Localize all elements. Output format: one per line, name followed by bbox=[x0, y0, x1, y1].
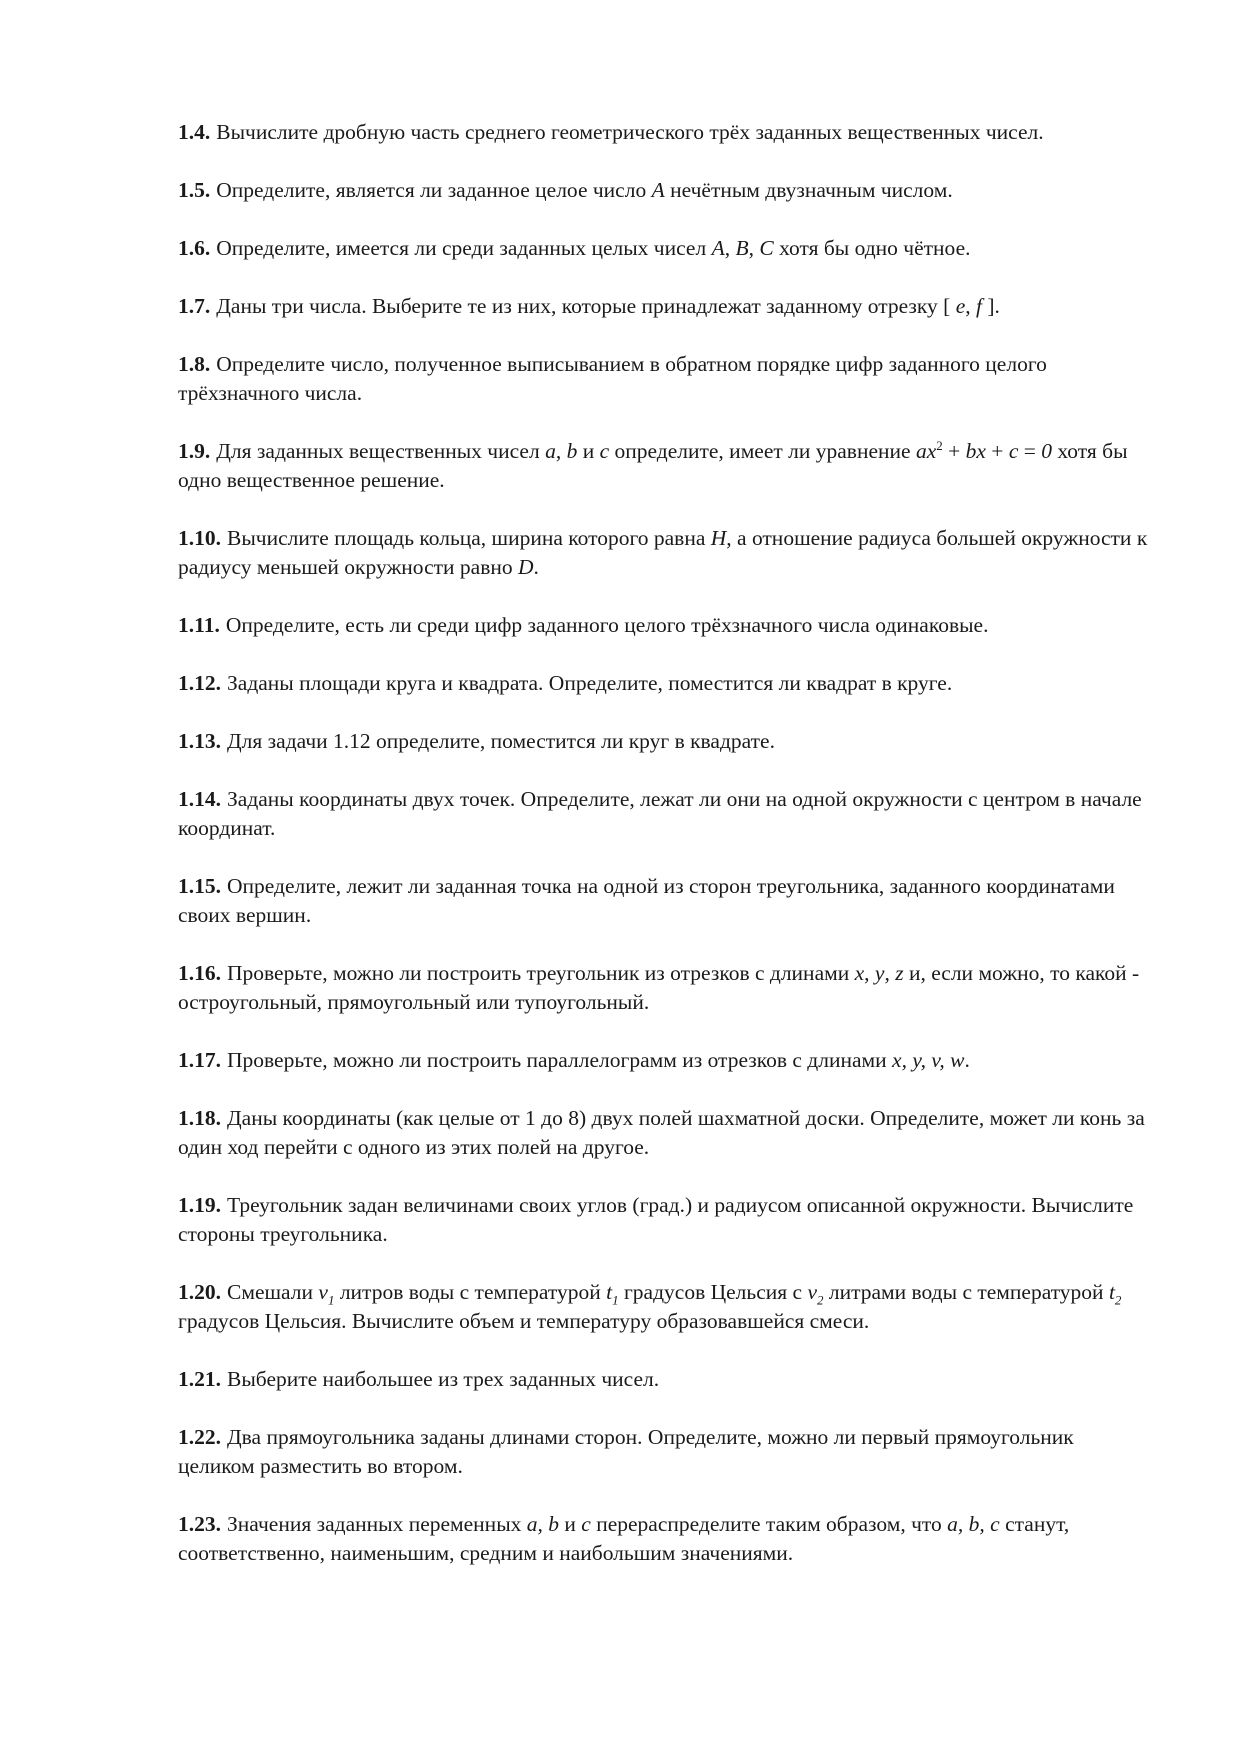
problem-text: Смешали bbox=[227, 1280, 319, 1304]
problem-text: + bbox=[985, 439, 1009, 463]
math-variable: 1 bbox=[612, 1292, 619, 1308]
problem-text: + bbox=[942, 439, 966, 463]
problem-text: = bbox=[1018, 439, 1042, 463]
math-variable: 2 bbox=[817, 1292, 824, 1308]
problem-text: Проверьте, можно ли построить параллелограмм из отрезков с длинами bbox=[227, 1048, 893, 1072]
problem-text: , bbox=[555, 439, 567, 463]
math-variable: a, b, c bbox=[947, 1512, 1000, 1536]
problem-item bbox=[178, 437, 1148, 495]
problem-text: Для задачи 1.12 определите, поместится ли круг в квадрате. bbox=[227, 729, 775, 753]
problem-text: , bbox=[748, 236, 760, 260]
problem-text: литров воды с температурой bbox=[334, 1280, 607, 1304]
problem-number: 1.22. bbox=[178, 1425, 221, 1449]
math-variable: 2 bbox=[1114, 1292, 1122, 1308]
problem-number: 1.23. bbox=[178, 1512, 221, 1536]
problem-text: , а отношение радиуса большей окружности к радиусу меньшей окружности равно bbox=[178, 526, 1148, 579]
problem-number: 1.13. bbox=[178, 729, 221, 753]
math-variable: 1 bbox=[327, 1292, 335, 1308]
problem-item bbox=[178, 727, 1148, 756]
problem-number: 1.20. bbox=[178, 1280, 221, 1304]
math-variable: a, b bbox=[526, 1512, 560, 1536]
problem-text: Проверьте, можно ли построить треугольник из отрезков с длинами bbox=[227, 961, 855, 985]
problem-number: 1.14. bbox=[178, 787, 221, 811]
problem-item bbox=[178, 611, 1148, 640]
problem-text: Даны три числа. Выберите те из них, которые принадлежат заданному отрезку [ bbox=[216, 294, 956, 318]
problem-text: Значения заданных переменных bbox=[227, 1512, 527, 1536]
problem-text: ]. bbox=[982, 294, 1000, 318]
problem-item bbox=[178, 292, 1148, 321]
problem-item bbox=[178, 1104, 1148, 1162]
problem-number: 1.8. bbox=[178, 352, 211, 376]
math-variable: c bbox=[599, 439, 610, 463]
problem-text: , bbox=[724, 236, 736, 260]
problem-number: 1.17. bbox=[178, 1048, 221, 1072]
math-variable: B bbox=[735, 236, 749, 260]
problem-text: Выберите наибольшее из трех заданных чисел. bbox=[227, 1367, 660, 1391]
problem-text: Определите, является ли заданное целое число bbox=[216, 178, 652, 202]
problem-number: 1.11. bbox=[178, 613, 220, 637]
problem-text: , bbox=[864, 961, 875, 985]
problem-number: 1.9. bbox=[178, 439, 211, 463]
problem-text: Определите, есть ли среди цифр заданного целого трёхзначного числа одинаковые. bbox=[225, 613, 989, 637]
problem-text: хотя бы одно чётное. bbox=[773, 236, 971, 260]
math-variable: bx bbox=[965, 439, 986, 463]
problem-text: Два прямоугольника заданы длинами сторон. Определите, можно ли первый прямоугольник целиком разместить во втором. bbox=[178, 1425, 1074, 1478]
problem-text: Для заданных вещественных чисел bbox=[216, 439, 546, 463]
math-variable: A bbox=[711, 236, 725, 260]
math-variable: z bbox=[895, 961, 904, 985]
problem-item bbox=[178, 524, 1148, 582]
problem-number: 1.12. bbox=[178, 671, 221, 695]
problem-number: 1.5. bbox=[178, 178, 211, 202]
problem-text: хотя бы одно вещественное решение. bbox=[178, 439, 1128, 492]
problem-text: Даны координаты (как целые от 1 до 8) двух полей шахматной доски. Определите, может ли конь за один ход перейти с одного из этих полей на другое. bbox=[178, 1106, 1145, 1159]
problem-text: нечётным двузначным числом. bbox=[664, 178, 953, 202]
problem-item bbox=[178, 1191, 1148, 1249]
problem-text: , bbox=[965, 294, 977, 318]
problem-item bbox=[178, 350, 1148, 408]
problem-text: Вычислите дробную часть среднего геометрического трёх заданных вещественных чисел. bbox=[216, 120, 1044, 144]
math-variable: x, y, v, w bbox=[892, 1048, 965, 1072]
math-variable: D bbox=[517, 555, 534, 579]
problem-number: 1.6. bbox=[178, 236, 211, 260]
math-variable: b bbox=[566, 439, 578, 463]
problem-text: определите, имеет ли уравнение bbox=[609, 439, 916, 463]
problem-item bbox=[178, 1510, 1148, 1568]
math-variable: f bbox=[976, 294, 982, 318]
problem-text: . bbox=[964, 1048, 970, 1072]
problem-list bbox=[178, 118, 1148, 1597]
problem-text: и, если можно, то какой - остроугольный, прямоугольный или тупоугольный. bbox=[178, 961, 1140, 1014]
problem-number: 1.10. bbox=[178, 526, 221, 550]
problem-text: Определите, имеется ли среди заданных целых чисел bbox=[216, 236, 712, 260]
math-variable: c bbox=[581, 1512, 591, 1536]
problem-number: 1.15. bbox=[178, 874, 221, 898]
problem-text: литрами воды с температурой bbox=[823, 1280, 1109, 1304]
problem-text: Заданы координаты двух точек. Определите, лежат ли они на одной окружности с центром в начале координат. bbox=[178, 787, 1142, 840]
math-variable: v bbox=[318, 1280, 328, 1304]
problem-text: градусов Цельсия. Вычислите объем и температуру образовавшейся смеси. bbox=[178, 1309, 870, 1333]
problem-number: 1.16. bbox=[178, 961, 221, 985]
problem-text: , bbox=[884, 961, 896, 985]
problem-text: перераспределите таким образом, что bbox=[590, 1512, 948, 1536]
math-variable: A bbox=[651, 178, 665, 202]
problem-item bbox=[178, 872, 1148, 930]
problem-item bbox=[178, 234, 1148, 263]
problem-text: Заданы площади круга и квадрата. Определите, поместится ли квадрат в круге. bbox=[227, 671, 953, 695]
math-variable: t bbox=[606, 1280, 613, 1304]
math-variable: e bbox=[955, 294, 966, 318]
problem-number: 1.18. bbox=[178, 1106, 221, 1130]
problem-text: Определите, лежит ли заданная точка на одной из сторон треугольника, заданного координатами своих вершин. bbox=[178, 874, 1115, 927]
problem-item bbox=[178, 176, 1148, 205]
math-variable: t bbox=[1108, 1280, 1115, 1304]
problem-text: и bbox=[577, 439, 600, 463]
problem-text: Определите число, полученное выписыванием в обратном порядке цифр заданного целого трёхзначного числа. bbox=[178, 352, 1047, 405]
problem-item bbox=[178, 785, 1148, 843]
problem-text: Вычислите площадь кольца, ширина которого равна bbox=[227, 526, 711, 550]
problem-text: градусов Цельсия с bbox=[618, 1280, 808, 1304]
math-variable: C bbox=[759, 236, 774, 260]
problem-item bbox=[178, 1423, 1148, 1481]
math-variable: H bbox=[710, 526, 727, 550]
math-variable: v bbox=[807, 1280, 817, 1304]
problem-text: 2 bbox=[936, 437, 943, 453]
math-variable: ax bbox=[915, 439, 937, 463]
math-variable: c bbox=[1008, 439, 1019, 463]
math-variable: y bbox=[874, 961, 885, 985]
problem-item bbox=[178, 959, 1148, 1017]
problem-item bbox=[178, 1365, 1148, 1394]
problem-number: 1.19. bbox=[178, 1193, 221, 1217]
problem-text: и bbox=[559, 1512, 582, 1536]
math-variable: a bbox=[545, 439, 556, 463]
problem-item bbox=[178, 1278, 1148, 1336]
problem-item bbox=[178, 118, 1148, 147]
problem-number: 1.7. bbox=[178, 294, 211, 318]
problem-number: 1.4. bbox=[178, 120, 211, 144]
problem-number: 1.21. bbox=[178, 1367, 221, 1391]
problem-text: Треугольник задан величинами своих углов (град.) и радиусом описанной окружности. Вычислите стороны треугольника. bbox=[178, 1193, 1134, 1246]
math-variable: x bbox=[854, 961, 865, 985]
problem-item bbox=[178, 669, 1148, 698]
problem-text: станут, соответственно, наименьшим, средним и наибольшим значениями. bbox=[178, 1512, 1070, 1565]
problem-item bbox=[178, 1046, 1148, 1075]
problem-text: . bbox=[533, 555, 539, 579]
math-variable: 0 bbox=[1041, 439, 1052, 463]
